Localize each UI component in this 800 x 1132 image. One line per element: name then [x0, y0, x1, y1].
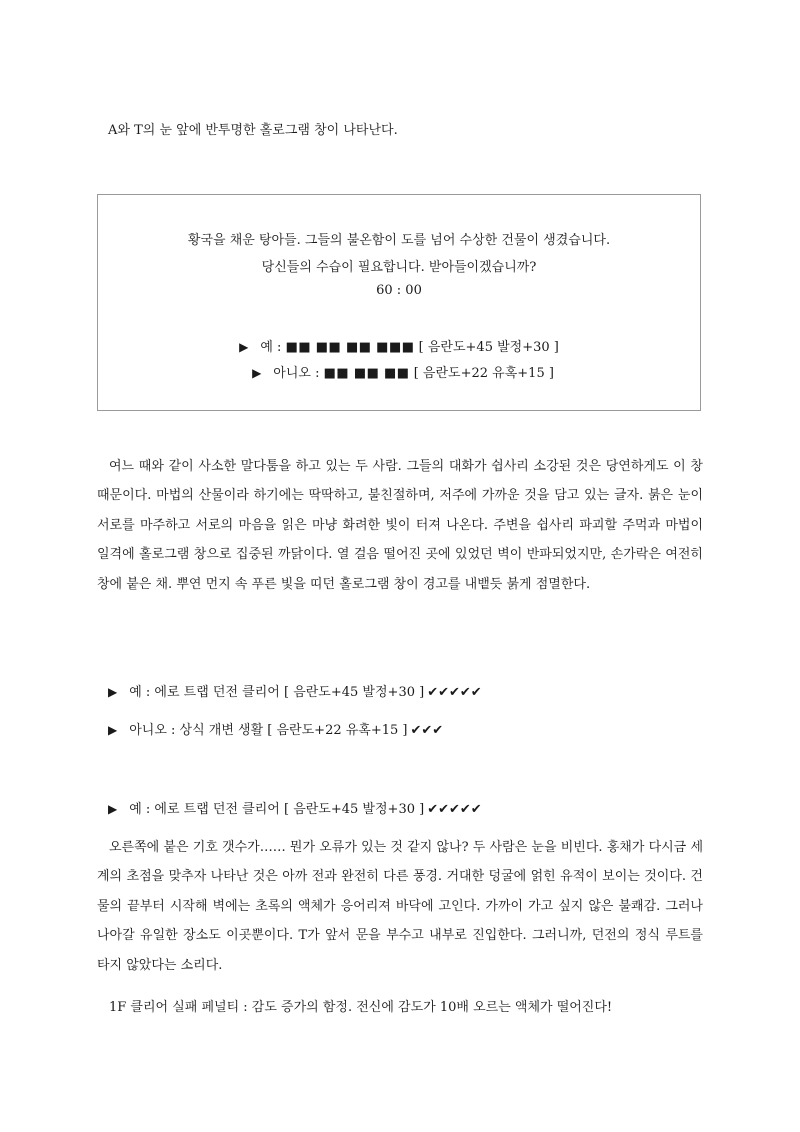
hologram-no-prefix: 아니오 :	[273, 366, 324, 381]
intro-text: A와 T의 눈 앞에 반투명한 홀로그램 창이 나타난다.	[108, 123, 398, 138]
play-arrow-icon: ▶	[108, 802, 118, 816]
play-arrow-icon: ▶	[239, 340, 249, 354]
check-marks: ✔✔✔✔✔	[427, 685, 482, 700]
play-arrow-icon: ▶	[108, 685, 118, 699]
option-no-label: 아니오 : 상식 개변 생활 [ 음란도+22 유혹+15 ]	[129, 723, 408, 738]
redacted-blocks: ■■ ■■ ■■ ■■■	[285, 340, 415, 355]
hologram-message-line2: 당신들의 수습이 필요합니다. 받아들이겠습니까?	[261, 260, 537, 275]
play-arrow-icon: ▶	[108, 723, 118, 737]
hologram-no-stats: [ 음란도+22 유혹+15 ]	[409, 366, 554, 381]
hologram-window	[97, 194, 701, 411]
option-yes-label: 예 : 에로 트랩 던전 클리어 [ 음란도+45 발정+30 ]	[129, 685, 425, 700]
paragraph-2: 오른쪽에 붙은 기호 갯수가…… 뭔가 오류가 있는 것 같지 않나? 두 사람은 눈을 비빈다. 홍채가 다시금 세계의 초점을 맞추자 나타난 것은 아까 전과 완전히 다른 풍경. 거대한 덩굴에 얽힌 유적이 보이는 것이다. 건물의 끝부터 시작해 벽에는 초록의 액체가 응어리져 바닥에 고인다. 가까이 가고 싶지 않은 불쾌감. 그러나 나아갈 유일한 장소도 이곳뿐이다. T가 앞서 문을 부수고 내부로 진입한다. 그러니까, 던전의 정식 루트를 타지 않았다는 소리다.	[97, 840, 703, 973]
hologram-yes-stats: [ 음란도+45 발정+30 ]	[414, 340, 559, 355]
play-arrow-icon: ▶	[252, 366, 262, 380]
option-no[interactable]	[108, 719, 443, 738]
selected-option-label: 예 : 에로 트랩 던전 클리어 [ 음란도+45 발정+30 ]	[129, 802, 425, 817]
hologram-timer: 60 : 00	[376, 283, 422, 298]
check-marks: ✔✔✔	[410, 723, 444, 738]
selected-option	[108, 798, 482, 817]
paragraph-1: 여느 때와 같이 사소한 말다툼을 하고 있는 두 사람. 그들의 대화가 쉽사리 소강된 것은 당연하게도 이 창 때문이다. 마법의 산물이라 하기에는 딱딱하고, 불친절하며, 저주에 가까운 것을 담고 있는 글자. 붉은 눈이 서로를 마주하고 서로의 마음을 읽은 마냥 화려한 빛이 터져 나온다. 주변을 쉽사리 파괴할 주먹과 마법이 일격에 홀로그램 창으로 집중된 까닭이다. 열 걸음 떨어진 곳에 있었던 벽이 반파되었지만, 손가락은 여전히 창에 붙은 채. 뿌연 먼지 속 푸른 빛을 띠던 홀로그램 창이 경고를 내뱉듯 붉게 점멸한다.	[97, 459, 703, 592]
redacted-blocks: ■■ ■■ ■■	[323, 366, 410, 381]
hologram-message-line1: 황국을 채운 탕아들. 그들의 불온함이 도를 넘어 수상한 건물이 생겼습니다.	[187, 233, 611, 248]
hologram-option-no[interactable]	[98, 362, 700, 381]
check-marks: ✔✔✔✔✔	[427, 802, 482, 817]
penalty-text: 1F 클리어 실패 페널티 : 감도 증가의 함정. 전신에 감도가 10배 오르는 액체가 떨어진다!	[109, 1000, 613, 1015]
hologram-option-yes[interactable]	[98, 336, 700, 355]
hologram-yes-prefix: 예 :	[260, 340, 286, 355]
option-yes[interactable]	[108, 681, 482, 700]
